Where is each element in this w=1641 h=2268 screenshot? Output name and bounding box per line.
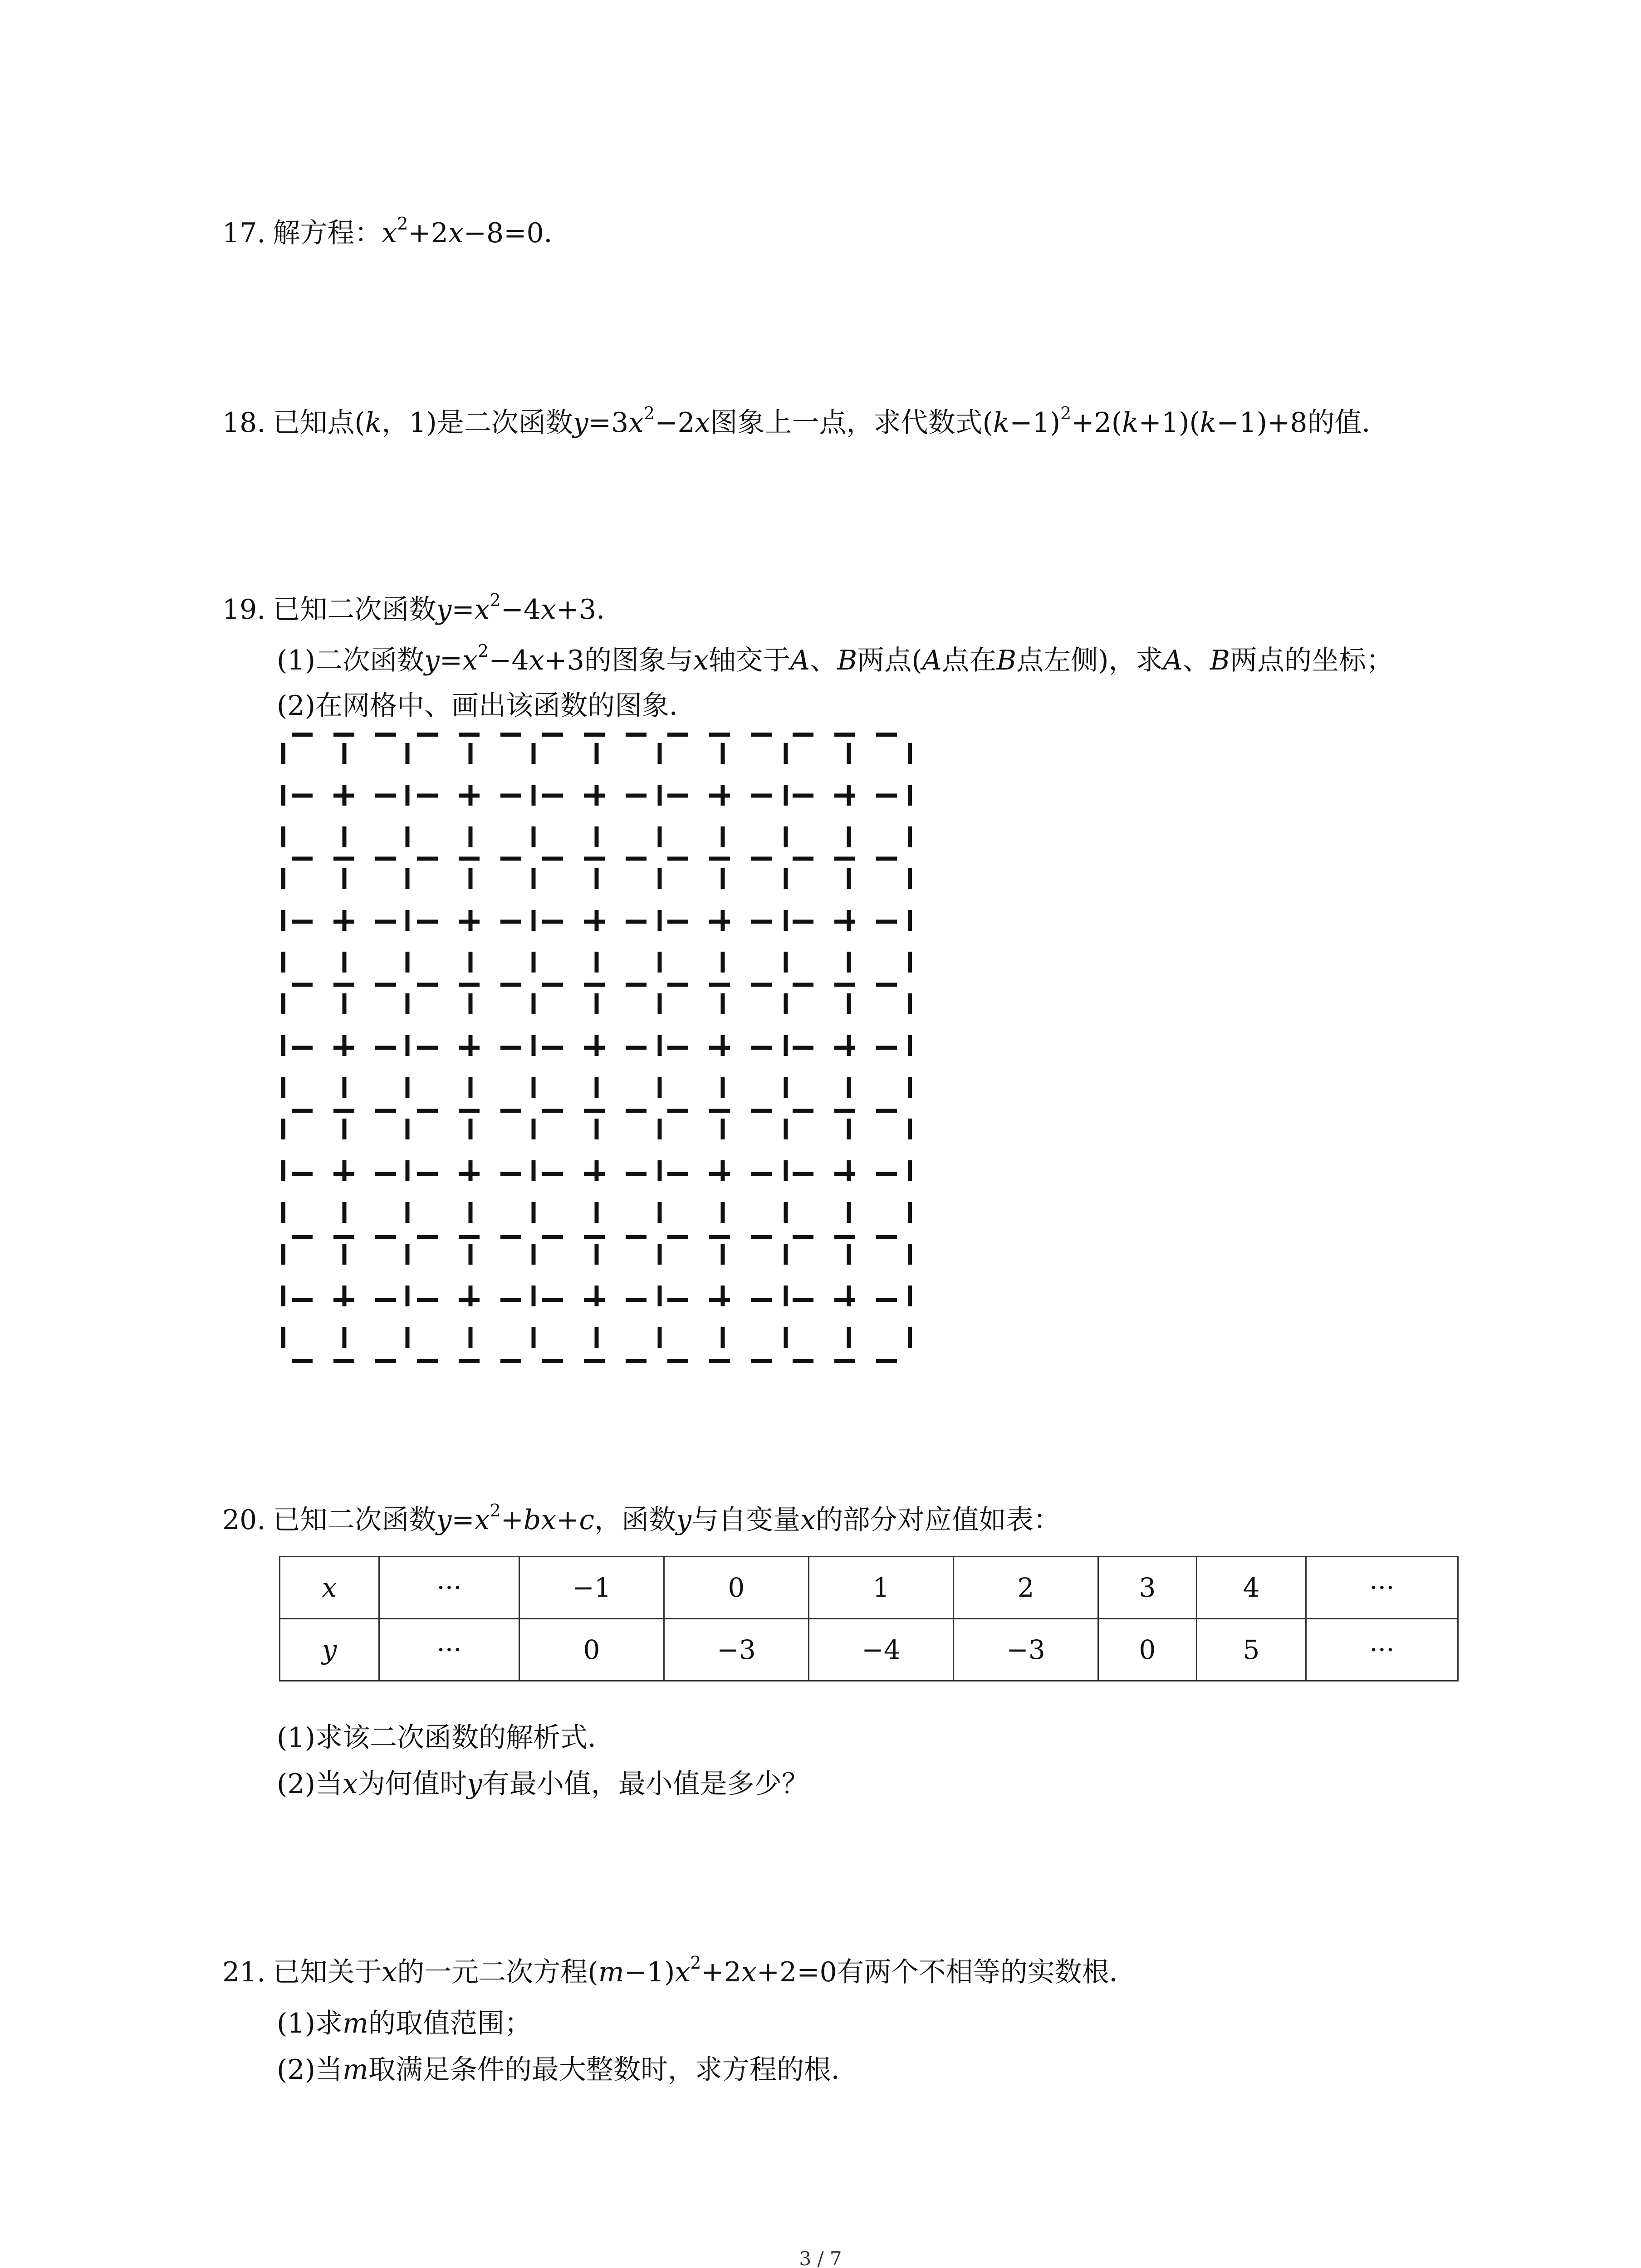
table-cell: 3 bbox=[1098, 1557, 1197, 1619]
table-cell: 4 bbox=[1197, 1557, 1306, 1619]
question-number: 18. bbox=[222, 407, 266, 439]
table-cell: ··· bbox=[1306, 1619, 1458, 1681]
table-cell: −3 bbox=[664, 1619, 809, 1681]
table-cell: −4 bbox=[809, 1619, 954, 1681]
table-cell: 1 bbox=[809, 1557, 954, 1619]
table-row-x bbox=[280, 1557, 1458, 1619]
question-21-part-1: (1)求m的取值范围； bbox=[277, 2008, 532, 2039]
question-number: 17. bbox=[222, 217, 266, 249]
question-19-part-2: (2)在网格中、画出该函数的图象． bbox=[277, 690, 696, 722]
table-cell: ··· bbox=[379, 1619, 519, 1681]
table-cell: ··· bbox=[1306, 1557, 1458, 1619]
question-19: 19. 已知二次函数$y=x^2-4x+3$． bbox=[222, 590, 624, 626]
question-21-part-2: (2)当m取满足条件的最大整数时，求方程的根． bbox=[277, 2054, 858, 2086]
drawing-grid bbox=[281, 733, 912, 1363]
table-row-y bbox=[280, 1619, 1458, 1681]
question-20-part-2: (2)当x为何值时y有最小值，最小值是多少？ bbox=[277, 1768, 809, 1800]
question-20: 20. 已知二次函数$y=x^2+bx+c$，函数y与自变量x的部分对应值如表： bbox=[222, 1501, 1061, 1536]
question-number: 21. bbox=[222, 1956, 266, 1988]
question-number: 19. bbox=[222, 594, 266, 626]
table-cell: ··· bbox=[379, 1557, 519, 1619]
table-header-y: y bbox=[280, 1619, 379, 1681]
value-table bbox=[279, 1556, 1459, 1681]
question-number: 20. bbox=[222, 1504, 266, 1536]
question-21: 21. 已知关于x的一元二次方程$(m-1)x^2+2x+2=0$有两个不相等的实数根． bbox=[222, 1953, 1136, 1988]
table-cell: 5 bbox=[1197, 1619, 1306, 1681]
page-number: 3 / 7 bbox=[799, 2248, 842, 2268]
question-20-part-1: (1)求该二次函数的解析式． bbox=[277, 1722, 615, 1754]
question-18: 18. 已知点(k，1)是二次函数$y=3x^2-2x$图象上一点，求代数式$(k-1)^2+2(k+1)(k-1)+8$的值． bbox=[222, 403, 1389, 439]
table-header-x: x bbox=[280, 1557, 379, 1619]
table-cell: 2 bbox=[954, 1557, 1098, 1619]
question-19-part-1: (1)二次函数$y=x^2-4x+3$的图象与x轴交于A、B两点(A点在B点左侧)，求A、B两点的坐标； bbox=[277, 641, 1393, 676]
table-cell: −1 bbox=[519, 1557, 664, 1619]
table-cell: 0 bbox=[519, 1619, 664, 1681]
table-cell: 0 bbox=[664, 1557, 809, 1619]
table-cell: 0 bbox=[1098, 1619, 1197, 1681]
question-17: 17. 解方程：$x^2+2x-8=0$． bbox=[222, 214, 571, 249]
table-cell: −3 bbox=[954, 1619, 1098, 1681]
